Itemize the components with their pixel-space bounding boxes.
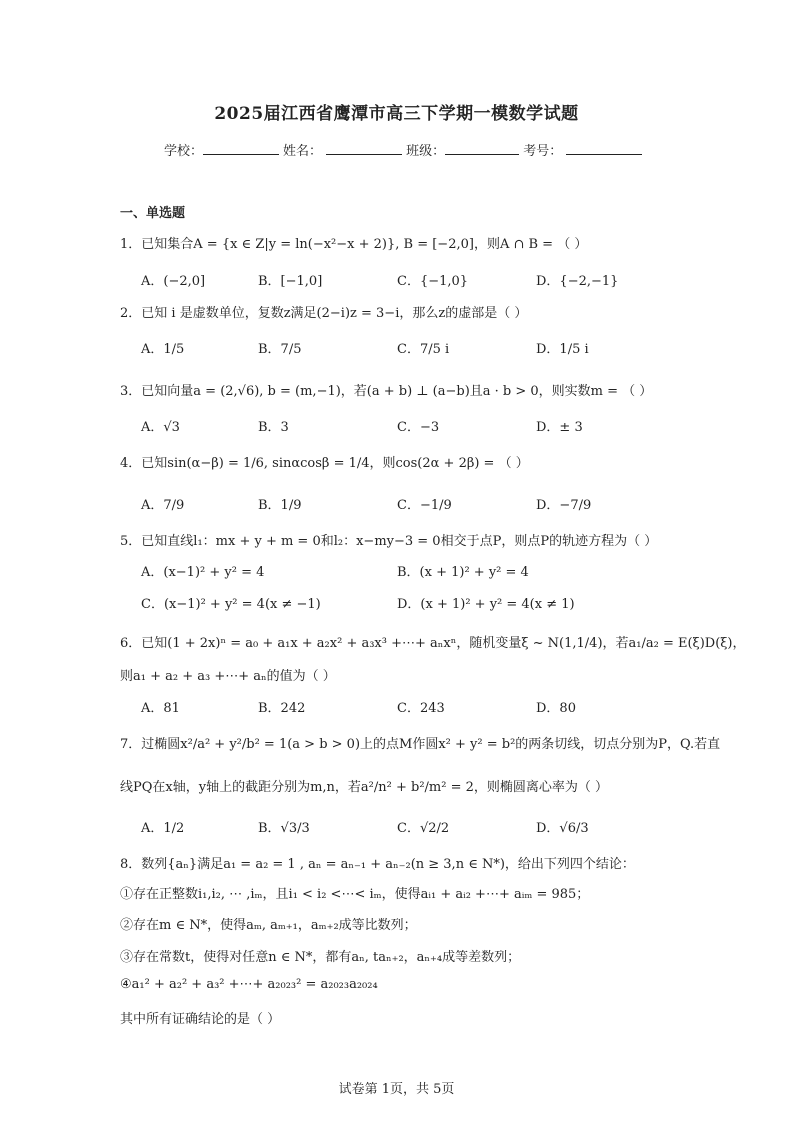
question-1 <box>120 233 587 252</box>
option-b[interactable]: B．7/5 <box>258 342 302 357</box>
name-blank[interactable] <box>326 142 402 155</box>
question-number: 7． <box>120 737 142 752</box>
question-number: 3． <box>120 384 142 399</box>
question-stem: 数列{aₙ}满足a₁ = a₂ = 1 , aₙ = aₙ₋₁ + aₙ₋₂(n ≥ 3,n ∈ N*)，给出下列四个结论： <box>141 857 635 872</box>
school-blank[interactable] <box>203 142 279 155</box>
option-d[interactable]: D．1/5 i <box>536 342 589 357</box>
option-a[interactable]: A．1/5 <box>141 342 185 357</box>
question-number: 4． <box>120 456 142 471</box>
page-footer: 试卷第 1页，共 5页 <box>338 1082 455 1097</box>
option-a[interactable]: A．(−2,0] <box>141 274 206 289</box>
question-number: 1． <box>120 237 142 252</box>
question-number: 8． <box>120 857 142 872</box>
option-a[interactable]: A．81 <box>141 701 180 716</box>
option-b[interactable]: B．√3/3 <box>258 821 310 836</box>
exam-blank[interactable] <box>566 142 642 155</box>
question-number: 2． <box>120 306 142 321</box>
question-8 <box>120 853 635 872</box>
student-info <box>164 140 646 159</box>
question-2 <box>120 302 527 321</box>
question-8-tail: 其中所有证确结论的是（ ） <box>120 1012 281 1027</box>
option-a[interactable]: A．7/9 <box>141 498 185 513</box>
option-b[interactable]: B．[−1,0] <box>258 274 323 289</box>
question-stem: 已知集合A = {x ∈ Z|y = ln(−x²−x + 2)}, B = [−2,0]，则A ∩ B = （ ） <box>141 237 588 252</box>
question-stem: 过椭圆x²/a² + y²/b² = 1(a > b > 0)上的点M作圆x² + y² = b²的两条切线，切点分别为P，Q.若直 <box>141 737 721 752</box>
question-7-line-2: 线PQ在x轴，y轴上的截距分别为m,n，若a²/n² + b²/m² = 2，则椭圆离心率为（ ） <box>120 780 609 795</box>
class-label: 班级： <box>406 144 446 159</box>
question-number: 6． <box>120 636 142 651</box>
option-d[interactable]: D．± 3 <box>536 420 583 435</box>
option-b[interactable]: B．3 <box>258 420 289 435</box>
question-number: 5． <box>120 534 142 549</box>
question-7 <box>120 733 720 752</box>
conclusion-2: ②存在m ∈ N*，使得aₘ, aₘ₊₁，aₘ₊₂成等比数列； <box>120 918 417 933</box>
option-d[interactable]: D．{−2,−1} <box>536 274 619 289</box>
exam-label: 考号： <box>523 144 563 159</box>
option-b[interactable]: B．(x + 1)² + y² = 4 <box>397 565 529 580</box>
section-heading: 一、单选题 <box>120 206 186 221</box>
question-stem: 已知向量a = (2,√6), b = (m,−1)，若(a + b) ⊥ (a−b)且a · b > 0，则实数m = （ ） <box>141 384 653 399</box>
option-c[interactable]: C．√2/2 <box>397 821 450 836</box>
option-c[interactable]: C．7/5 i <box>397 342 450 357</box>
option-b[interactable]: B．242 <box>258 701 306 716</box>
question-3 <box>120 380 652 399</box>
conclusion-3: ③存在常数t，使得对任意n ∈ N*，都有aₙ, taₙ₊₂，aₙ₊₄成等差数列； <box>120 950 521 965</box>
option-c[interactable]: C．{−1,0} <box>397 274 469 289</box>
school-label: 学校： <box>164 144 204 159</box>
option-d[interactable]: D．80 <box>536 701 576 716</box>
question-stem: 已知 i 是虚数单位，复数z满足(2−i)z = 3−i，那么z的虚部是（ ） <box>141 306 528 321</box>
page-title: 2025届江西省鹰潭市高三下学期一模数学试题 <box>214 104 579 124</box>
conclusion-4: ④a₁² + a₂² + a₃² +⋯+ a₂₀₂₃² = a₂₀₂₃a₂₀₂₄ <box>120 977 378 992</box>
question-6 <box>120 632 746 651</box>
question-stem: 已知直线l₁：mx + y + m = 0和l₂：x−my−3 = 0相交于点P，则点P的轨迹方程为（ ） <box>141 534 658 549</box>
option-a[interactable]: A．1/2 <box>141 821 185 836</box>
option-d[interactable]: D．−7/9 <box>536 498 592 513</box>
option-c[interactable]: C．(x−1)² + y² = 4(x ≠ −1) <box>141 597 321 612</box>
option-a[interactable]: A．√3 <box>141 420 180 435</box>
option-d[interactable]: D．√6/3 <box>536 821 589 836</box>
question-4 <box>120 452 529 471</box>
question-stem: 已知sin(α−β) = 1/6, sinαcosβ = 1/4，则cos(2α + 2β) = （ ） <box>141 456 529 471</box>
name-label: 姓名： <box>283 144 323 159</box>
option-c[interactable]: C．−3 <box>397 420 440 435</box>
option-c[interactable]: C．243 <box>397 701 445 716</box>
class-blank[interactable] <box>445 142 519 155</box>
conclusion-1: ①存在正整数i₁,i₂, ⋯ ,iₘ，且i₁ < i₂ <⋯< iₘ，使得aᵢ₁ + aᵢ₂ +⋯+ aᵢₘ = 985； <box>120 887 590 902</box>
question-stem: 已知(1 + 2x)ⁿ = a₀ + a₁x + a₂x² + a₃x³ +⋯+ aₙxⁿ，随机变量ξ ~ N(1,1/4)，若a₁/a₂ = E(ξ)D(ξ)， <box>141 636 746 651</box>
option-c[interactable]: C．−1/9 <box>397 498 452 513</box>
option-d[interactable]: D．(x + 1)² + y² = 4(x ≠ 1) <box>397 597 575 612</box>
option-a[interactable]: A．(x−1)² + y² = 4 <box>141 565 265 580</box>
question-6-line-2: 则a₁ + a₂ + a₃ +⋯+ aₙ的值为（ ） <box>120 669 336 684</box>
option-b[interactable]: B．1/9 <box>258 498 302 513</box>
question-5 <box>120 530 657 549</box>
